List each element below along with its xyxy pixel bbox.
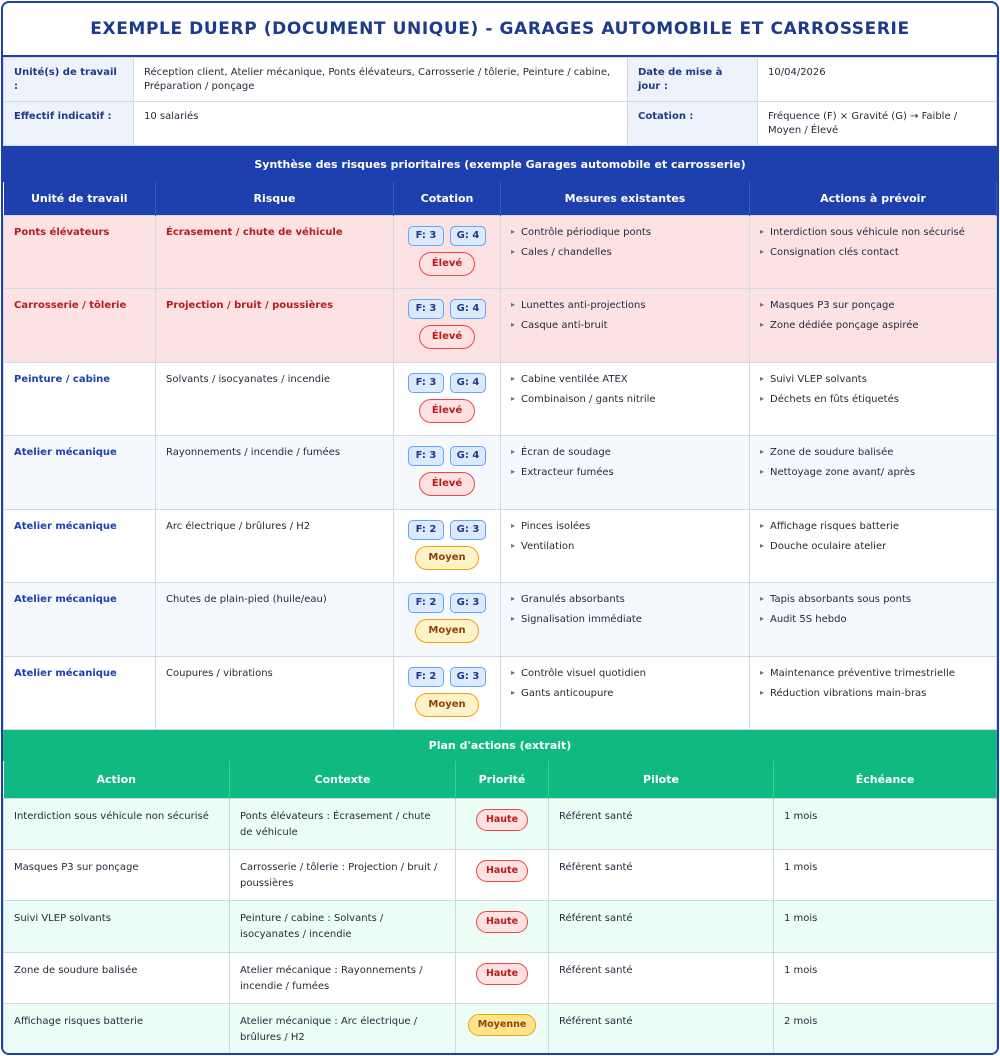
list-item: ▸ Interdiction sous véhicule non sécurisé [760, 227, 986, 238]
risk-header-measures: Mesures existantes [501, 182, 750, 215]
table-row [4, 901, 997, 952]
table-row [4, 289, 997, 363]
list-item: ▸ Casque anti-bruit [511, 320, 739, 331]
level-badge: Moyen [415, 619, 478, 643]
frequency-chip: F: 2 [408, 593, 444, 613]
table-row [4, 952, 997, 1003]
list-item: ▸ Gants anticoupure [511, 688, 739, 699]
level-badge: Moyen [415, 693, 478, 717]
list-item: ▸ Contrôle périodique ponts [511, 227, 739, 238]
document-title: EXEMPLE DUERP (DOCUMENT UNIQUE) - GARAGES AUTOMOBILE ET CARROSSERIE [3, 3, 997, 57]
plan-action: Masques P3 sur ponçage [4, 849, 230, 900]
list-item: ▸ Audit 5S hebdo [760, 614, 986, 625]
risk-name: Écrasement / chute de véhicule [156, 215, 394, 289]
list-item: ▸ Affichage risques batterie [760, 521, 986, 532]
cotation-value: Fréquence (F) × Gravité (G) → Faible / Moyen / Élevé [758, 102, 997, 146]
plan-header-due: Échéance [774, 761, 997, 798]
list-item: ▸ Combinaison / gants nitrile [511, 394, 739, 405]
risk-actions [750, 362, 997, 436]
risk-header-row [4, 182, 997, 215]
plan-priority [456, 952, 549, 1003]
plan-context: Atelier mécanique : Rayonnements / incendie / fumées [230, 952, 456, 1003]
list-item: ▸ Déchets en fûts étiquetés [760, 394, 986, 405]
plan-action: Suivi VLEP solvants [4, 901, 230, 952]
list-item: ▸ Zone dédiée ponçage aspirée [760, 320, 986, 331]
risk-unit: Atelier mécanique [4, 656, 156, 730]
priority-badge: Haute [476, 809, 528, 831]
risk-name: Solvants / isocyanates / incendie [156, 362, 394, 436]
risk-unit: Ponts élévateurs [4, 215, 156, 289]
table-row [4, 215, 997, 289]
effectif-value: 10 salariés [134, 102, 628, 146]
plan-action: Affichage risques batterie [4, 1004, 230, 1055]
gravity-chip: G: 3 [450, 593, 486, 613]
risk-cotation [394, 215, 501, 289]
gravity-chip: G: 3 [450, 667, 486, 687]
list-item: ▸ Pinces isolées [511, 521, 739, 532]
plan-due: 1 mois [774, 798, 997, 849]
info-table [3, 57, 997, 146]
list-item: ▸ Suivi VLEP solvants [760, 374, 986, 385]
plan-priority [456, 798, 549, 849]
table-row [4, 656, 997, 730]
list-item: ▸ Ventilation [511, 541, 739, 552]
list-item: ▸ Consignation clés contact [760, 247, 986, 258]
risk-table [3, 182, 997, 730]
unites-value: Réception client, Atelier mécanique, Ponts élévateurs, Carrosserie / tôlerie, Peinture / cabine, Préparation / ponçage [134, 58, 628, 102]
risk-unit: Carrosserie / tôlerie [4, 289, 156, 363]
table-row [4, 362, 997, 436]
frequency-chip: F: 3 [408, 373, 444, 393]
plan-priority [456, 901, 549, 952]
plan-header-priority: Priorité [456, 761, 549, 798]
risk-cotation [394, 656, 501, 730]
list-item: ▸ Réduction vibrations main-bras [760, 688, 986, 699]
cotation-label: Cotation : [628, 102, 758, 146]
risk-name: Coupures / vibrations [156, 656, 394, 730]
table-row [4, 1004, 997, 1055]
plan-pilot: Référent santé [549, 952, 774, 1003]
list-item: ▸ Granulés absorbants [511, 594, 739, 605]
risk-actions [750, 436, 997, 510]
level-badge: Élevé [419, 252, 475, 276]
risk-measures [501, 289, 750, 363]
risk-header-unit: Unité de travail [4, 182, 156, 215]
plan-priority [456, 849, 549, 900]
plan-pilot: Référent santé [549, 798, 774, 849]
duerp-document [1, 1, 999, 1055]
synthese-title: Synthèse des risques prioritaires (exemple Garages automobile et carrosserie) [3, 146, 997, 182]
list-item: ▸ Extracteur fumées [511, 467, 739, 478]
risk-measures [501, 436, 750, 510]
risk-cotation [394, 362, 501, 436]
unites-label: Unité(s) de travail : [4, 58, 134, 102]
list-item: ▸ Maintenance préventive trimestrielle [760, 668, 986, 679]
risk-name: Chutes de plain-pied (huile/eau) [156, 583, 394, 657]
plan-title: Plan d'actions (extrait) [3, 730, 997, 761]
risk-actions [750, 509, 997, 583]
risk-measures [501, 583, 750, 657]
risk-actions [750, 289, 997, 363]
risk-unit: Atelier mécanique [4, 436, 156, 510]
risk-header-cotation: Cotation [394, 182, 501, 215]
risk-measures [501, 656, 750, 730]
priority-badge: Moyenne [468, 1014, 537, 1036]
priority-badge: Haute [476, 911, 528, 933]
risk-actions [750, 215, 997, 289]
plan-due: 1 mois [774, 952, 997, 1003]
plan-due: 2 mois [774, 1004, 997, 1055]
risk-cotation [394, 436, 501, 510]
plan-header-row [4, 761, 997, 798]
gravity-chip: G: 4 [450, 446, 486, 466]
table-row [4, 583, 997, 657]
list-item: ▸ Cales / chandelles [511, 247, 739, 258]
priority-badge: Haute [476, 963, 528, 985]
frequency-chip: F: 3 [408, 299, 444, 319]
frequency-chip: F: 3 [408, 226, 444, 246]
list-item: ▸ Zone de soudure balisée [760, 447, 986, 458]
effectif-label: Effectif indicatif : [4, 102, 134, 146]
risk-unit: Atelier mécanique [4, 583, 156, 657]
risk-actions [750, 583, 997, 657]
plan-due: 1 mois [774, 849, 997, 900]
risk-cotation [394, 289, 501, 363]
risk-name: Projection / bruit / poussières [156, 289, 394, 363]
list-item: ▸ Nettoyage zone avant/ après [760, 467, 986, 478]
risk-name: Rayonnements / incendie / fumées [156, 436, 394, 510]
plan-due: 1 mois [774, 901, 997, 952]
gravity-chip: G: 3 [450, 520, 486, 540]
list-item: ▸ Contrôle visuel quotidien [511, 668, 739, 679]
plan-context: Atelier mécanique : Arc électrique / brûlures / H2 [230, 1004, 456, 1055]
priority-badge: Haute [476, 860, 528, 882]
plan-header-action: Action [4, 761, 230, 798]
plan-pilot: Référent santé [549, 1004, 774, 1055]
level-badge: Moyen [415, 546, 478, 570]
risk-header-risk: Risque [156, 182, 394, 215]
risk-header-actions: Actions à prévoir [750, 182, 997, 215]
list-item: ▸ Écran de soudage [511, 447, 739, 458]
risk-unit: Peinture / cabine [4, 362, 156, 436]
frequency-chip: F: 2 [408, 520, 444, 540]
level-badge: Élevé [419, 472, 475, 496]
plan-pilot: Référent santé [549, 849, 774, 900]
list-item: ▸ Masques P3 sur ponçage [760, 300, 986, 311]
plan-pilot: Référent santé [549, 901, 774, 952]
plan-priority [456, 1004, 549, 1055]
gravity-chip: G: 4 [450, 373, 486, 393]
table-row [4, 798, 997, 849]
date-value: 10/04/2026 [758, 58, 997, 102]
risk-actions [750, 656, 997, 730]
plan-context: Ponts élévateurs : Écrasement / chute de véhicule [230, 798, 456, 849]
plan-action: Interdiction sous véhicule non sécurisé [4, 798, 230, 849]
level-badge: Élevé [419, 399, 475, 423]
table-row [4, 849, 997, 900]
list-item: ▸ Lunettes anti-projections [511, 300, 739, 311]
table-row [4, 436, 997, 510]
date-label: Date de mise à jour : [628, 58, 758, 102]
gravity-chip: G: 4 [450, 226, 486, 246]
plan-context: Peinture / cabine : Solvants / isocyanates / incendie [230, 901, 456, 952]
frequency-chip: F: 3 [408, 446, 444, 466]
risk-cotation [394, 509, 501, 583]
risk-name: Arc électrique / brûlures / H2 [156, 509, 394, 583]
list-item: ▸ Signalisation immédiate [511, 614, 739, 625]
frequency-chip: F: 2 [408, 667, 444, 687]
risk-measures [501, 509, 750, 583]
list-item: ▸ Cabine ventilée ATEX [511, 374, 739, 385]
list-item: ▸ Douche oculaire atelier [760, 541, 986, 552]
gravity-chip: G: 4 [450, 299, 486, 319]
plan-table [3, 761, 997, 1055]
table-row [4, 509, 997, 583]
risk-measures [501, 215, 750, 289]
list-item: ▸ Tapis absorbants sous ponts [760, 594, 986, 605]
plan-header-context: Contexte [230, 761, 456, 798]
level-badge: Élevé [419, 325, 475, 349]
risk-unit: Atelier mécanique [4, 509, 156, 583]
risk-cotation [394, 583, 501, 657]
plan-header-pilot: Pilote [549, 761, 774, 798]
risk-measures [501, 362, 750, 436]
plan-action: Zone de soudure balisée [4, 952, 230, 1003]
plan-context: Carrosserie / tôlerie : Projection / bruit / poussières [230, 849, 456, 900]
